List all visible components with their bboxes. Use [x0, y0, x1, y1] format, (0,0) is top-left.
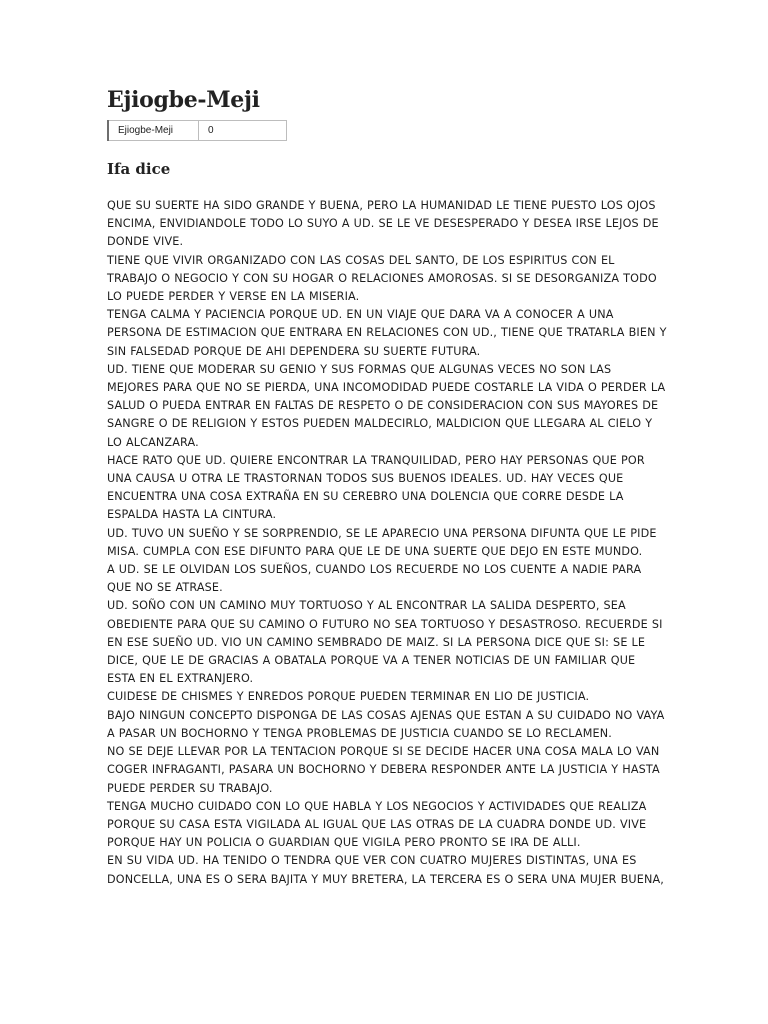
body-text: [107, 197, 667, 889]
paragraph: EN SU VIDA UD. HA TENIDO O TENDRA QUE VER CON CUATRO MUJERES DISTINTAS, UNA ES DONCELLA, UNA ES O SERA BAJITA Y MUY BRETERA, LA TERCERA ES O SERA UNA MUJER BUENA,: [107, 854, 665, 886]
metadata-row: [108, 121, 287, 141]
paragraph: UD. TUVO UN SUEÑO Y SE SORPRENDIO, SE LE APARECIO UNA PERSONA DIFUNTA QUE LE PIDE MISA. CUMPLA CON ESE DIFUNTO PARA QUE LE DE UNA SUERTE QUE DEJO EN ESTE MUNDO.: [107, 526, 657, 558]
paragraph: QUE SU SUERTE HA SIDO GRANDE Y BUENA, PERO LA HUMANIDAD LE TIENE PUESTO LOS OJOS ENCIMA, ENVIDIANDOLE TODO LO SUYO A UD. SE LE VE DESESPERADO Y DESEA IRSE LEJOS DE DONDE VIVE.: [107, 199, 659, 249]
paragraph: TIENE QUE VIVIR ORGANIZADO CON LAS COSAS DEL SANTO, DE LOS ESPIRITUS CON EL TRABAJO O NEGOCIO Y CON SU HOGAR O RELACIONES AMOROSAS. SI SE DESORGANIZA TODO LO PUEDE PERDER Y VERSE EN LA MISERIA.: [107, 253, 657, 304]
paragraph: BAJO NINGUN CONCEPTO DISPONGA DE LAS COSAS AJENAS QUE ESTAN A SU CUIDADO NO VAYA A PASAR UN BOCHORNO Y TENGA PROBLEMAS DE JUSTICIA CUANDO SE LO RECLAMEN.: [107, 708, 665, 740]
paragraph: HACE RATO QUE UD. QUIERE ENCONTRAR LA TRANQUILIDAD, PERO HAY PERSONAS QUE POR UNA CAUSA U OTRA LE TRASTORNAN TODOS SUS BUENOS IDEALES. UD. HAY VECES QUE ENCUENTRA UNA COSA EXTRAÑA EN SU CEREBRO UNA DOLENCIA QUE CORRE DESDE LA ESPALDA HASTA LA CINTURA.: [107, 453, 645, 522]
paragraph: A UD. SE LE OLVIDAN LOS SUEÑOS, CUANDO LOS RECUERDE NO LOS CUENTE A NADIE PARA QUE NO SE ATRASE.: [107, 563, 642, 595]
paragraph: CUIDESE DE CHISMES Y ENREDOS PORQUE PUEDEN TERMINAR EN LIO DE JUSTICIA.: [107, 690, 590, 704]
paragraph: UD. SOÑO CON UN CAMINO MUY TORTUOSO Y AL ENCONTRAR LA SALIDA DESPERTO, SEA OBEDIENTE PARA QUE SU CAMINO O FUTURO NO SEA TORTUOSO Y DESASTROSO. RECUERDE SI EN ESE SUEÑO UD. VIO UN CAMINO SEMBRADO DE MAIZ. SI LA PERSONA DICE QUE SI: SE LE DICE, QUE LE DE GRACIAS A OBATALA PORQUE VA A TENER NOTICIAS DE UN FAMILIAR QUE ESTA EN EL EXTRANJERO.: [107, 599, 663, 686]
paragraph: TENGA CALMA Y PACIENCIA PORQUE UD. EN UN VIAJE QUE DARA VA A CONOCER A UNA PERSONA DE ESTIMACION QUE ENTRARA EN RELACIONES CON UD., TIENE QUE TRATARLA BIEN Y SIN FALSEDAD PORQUE DE AHI DEPENDERA SU SUERTE FUTURA.: [107, 308, 667, 358]
metadata-table: [107, 120, 287, 141]
paragraph: UD. TIENE QUE MODERAR SU GENIO Y SUS FORMAS QUE ALGUNAS VECES NO SON LAS MEJORES PARA QUE NO SE PIERDA, UNA INCOMODIDAD PUEDE COSTARLE LA VIDA O PERDER LA SALUD O PUEDA ENTRAR EN FALTAS DE RESPETO O DE CONSIDERACION CON SUS MAYORES DE SANGRE O DE RELIGION Y ESTOS PUEDEN MALDECIRLO, MALDICION QUE LLEGARA AL CIELO Y LO ALCANZARA.: [107, 362, 666, 449]
metadata-name-cell: Ejiogbe-Meji: [108, 121, 199, 141]
paragraph: NO SE DEJE LLEVAR POR LA TENTACION PORQUE SI SE DECIDE HACER UNA COSA MALA LO VAN COGER INFRAGANTI, PASARA UN BOCHORNO Y DEBERA RESPONDER ANTE LA JUSTICIA Y HASTA PUEDE PERDER SU TRABAJO.: [107, 745, 660, 795]
paragraph: TENGA MUCHO CUIDADO CON LO QUE HABLA Y LOS NEGOCIOS Y ACTIVIDADES QUE REALIZA PORQUE SU CASA ESTA VIGILADA AL IGUAL QUE LAS OTRAS DE LA CUADRA DONDE UD. VIVE PORQUE HAY UN POLICIA O GUARDIAN QUE VIGILA PERO PRONTO SE IRA DE ALLI.: [107, 799, 647, 850]
section-heading: Ifa dice: [107, 160, 171, 178]
metadata-value-cell: 0: [199, 121, 287, 141]
document-title: Ejiogbe-Meji: [107, 87, 260, 113]
document-content: [107, 86, 667, 889]
